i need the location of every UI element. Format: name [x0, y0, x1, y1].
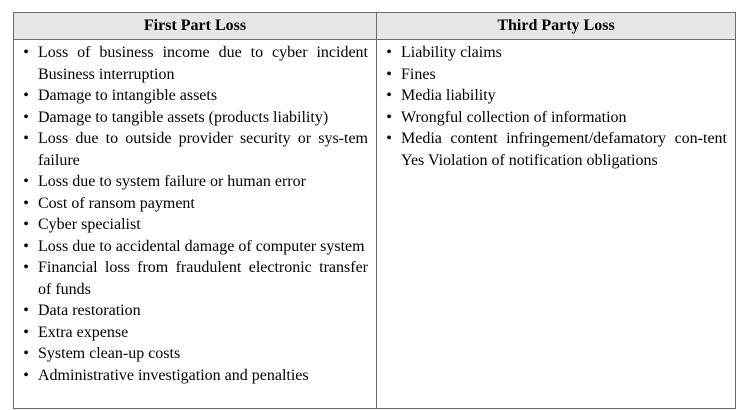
bullet-icon: • [23, 194, 29, 212]
bullet-icon: • [386, 65, 392, 83]
bullet-icon: • [23, 259, 29, 276]
list-item [383, 42, 727, 64]
list-item [20, 343, 368, 365]
bullet-icon: • [23, 108, 29, 126]
bullet-icon: • [386, 108, 392, 126]
bullet-icon: • [23, 237, 29, 255]
bullet-icon: • [386, 87, 392, 104]
list-item [20, 236, 368, 258]
list-item-text: Fines [401, 65, 436, 83]
header-first-party: First Part Loss [14, 13, 377, 39]
table-header-row [14, 13, 735, 40]
list-item-text: Loss due to outside provider security or sys-tem failure [38, 130, 368, 169]
list-item-text: Loss of business income due to cyber incident Business interruption [38, 44, 368, 83]
bullet-icon: • [23, 44, 29, 61]
list-item [383, 107, 727, 129]
list-item [20, 322, 368, 344]
third-party-list [383, 42, 727, 171]
list-item [20, 214, 368, 236]
list-item-text: Loss due to system failure or human error [38, 173, 306, 190]
header-third-party: Third Party Loss [497, 17, 615, 34]
bullet-icon: • [23, 130, 29, 147]
list-item [20, 107, 368, 129]
list-item-text: Data restoration [38, 302, 141, 319]
list-item [20, 365, 368, 387]
list-item-text: Damage to intangible assets [38, 87, 218, 104]
list-item [383, 64, 727, 86]
list-item [20, 257, 368, 300]
bullet-icon: • [23, 345, 29, 362]
bullet-icon: • [23, 302, 29, 319]
first-party-cell [14, 40, 377, 408]
first-party-list [20, 42, 368, 386]
list-item [383, 85, 727, 107]
bullet-icon: • [386, 44, 392, 61]
bullet-icon: • [23, 216, 29, 233]
list-item-text: Damage to tangible assets (products liability) [38, 108, 329, 126]
list-item [20, 85, 368, 107]
bullet-icon: • [23, 173, 29, 190]
list-item-text: Cost of ransom payment [38, 194, 195, 212]
loss-table [13, 12, 736, 409]
list-item-text: Wrongful collection of information [401, 108, 627, 126]
list-item-text: System clean-up costs [38, 345, 181, 362]
list-item-text: Media content infringement/defamatory con-tent Yes Violation of notification obligations [401, 130, 727, 169]
list-item [20, 171, 368, 193]
bullet-icon: • [23, 87, 29, 104]
bullet-icon: • [386, 130, 392, 147]
table-body-row [14, 40, 735, 408]
list-item [383, 128, 727, 171]
list-item [20, 300, 368, 322]
list-item [20, 193, 368, 215]
list-item-text: Extra expense [38, 323, 129, 341]
list-item-text: Media liability [401, 87, 496, 104]
bullet-icon: • [23, 366, 29, 384]
list-item-text: Financial loss from fraudulent electronic transfer of funds [38, 259, 368, 298]
list-item-text: Liability claims [401, 44, 502, 61]
list-item-text: Cyber specialist [38, 216, 141, 233]
bullet-icon: • [23, 323, 29, 341]
list-item-text: Loss due to accidental damage of computer system [38, 237, 365, 255]
list-item [20, 42, 368, 85]
list-item-text: Administrative investigation and penalties [38, 366, 309, 384]
list-item [20, 128, 368, 171]
third-party-cell [377, 40, 735, 408]
